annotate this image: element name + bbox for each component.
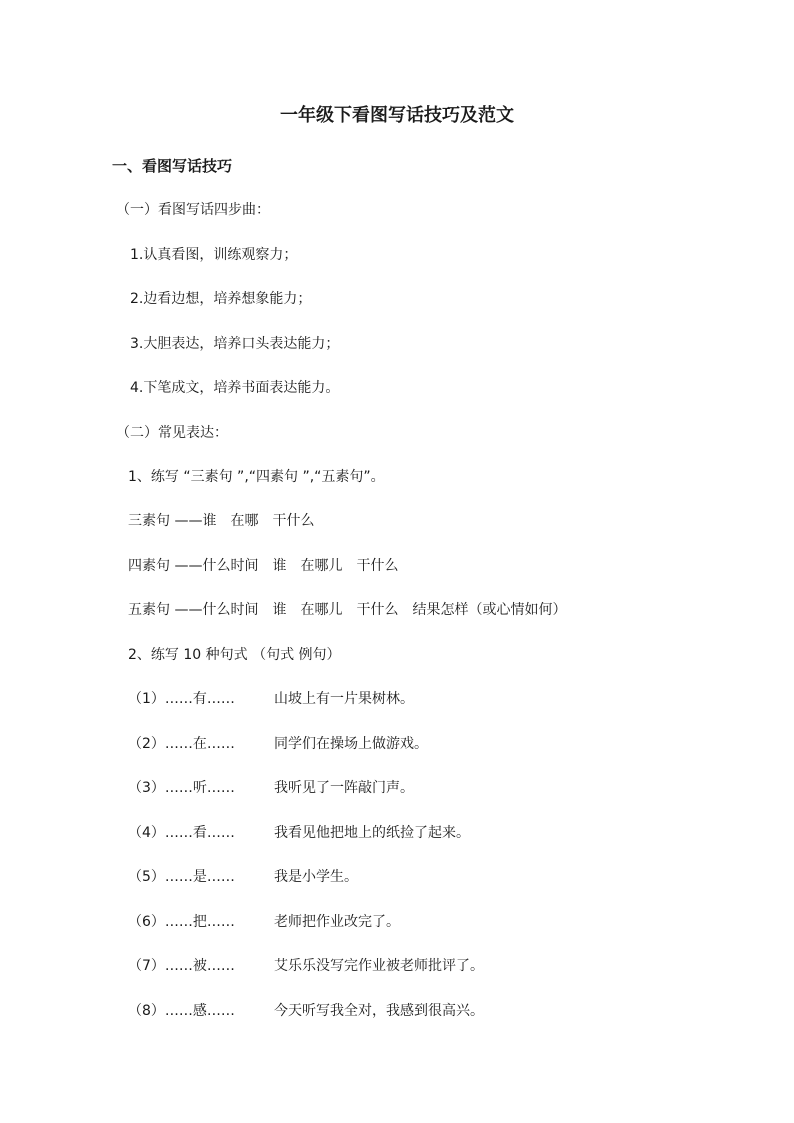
element-sentence-five: 五素句 ——什么时间 谁 在哪儿 干什么 结果怎样（或心情如何） xyxy=(128,602,567,618)
page-title: 一年级下看图写话技巧及范文 xyxy=(280,105,514,126)
section-heading-techniques: 一、看图写话技巧 xyxy=(112,157,233,175)
pattern-row xyxy=(128,1001,484,1021)
pattern-example: 我是小学生。 xyxy=(274,869,358,885)
subheading-common-expressions: （二）常见表达： xyxy=(116,425,228,441)
pattern-row xyxy=(128,867,358,887)
pattern-label: （6）……把…… xyxy=(128,914,235,930)
pattern-label: （2）……在…… xyxy=(128,736,235,752)
pattern-row xyxy=(128,956,484,976)
element-sentence-four: 四素句 ——什么时间 谁 在哪儿 干什么 xyxy=(128,558,399,574)
pattern-example: 同学们在操场上做游戏。 xyxy=(274,736,428,752)
pattern-example: 我看见他把地上的纸捡了起来。 xyxy=(274,825,470,841)
pattern-row xyxy=(128,778,414,798)
step-item: 2.边看边想，培养想象能力； xyxy=(130,291,312,307)
pattern-label: （3）……听…… xyxy=(128,780,235,796)
pattern-label: （5）……是…… xyxy=(128,869,235,885)
element-sentence-three: 三素句 ——谁 在哪 干什么 xyxy=(128,513,315,529)
pattern-example: 艾乐乐没写完作业被老师批评了。 xyxy=(274,958,484,974)
pattern-row xyxy=(128,912,400,932)
pattern-row xyxy=(128,823,470,843)
pattern-example: 老师把作业改完了。 xyxy=(274,914,400,930)
pattern-example: 今天听写我全对，我感到很高兴。 xyxy=(274,1003,484,1019)
step-item: 4.下笔成文，培养书面表达能力。 xyxy=(130,380,340,396)
pattern-label: （7）……被…… xyxy=(128,958,235,974)
step-item: 1.认真看图，训练观察力； xyxy=(130,247,298,263)
subheading-four-steps: （一）看图写话四步曲： xyxy=(116,202,270,218)
pattern-label: （4）……看…… xyxy=(128,825,235,841)
pattern-row xyxy=(128,734,428,754)
pattern-label: （1）……有…… xyxy=(128,691,235,707)
pattern-row xyxy=(128,689,414,709)
pattern-example: 我听见了一阵敲门声。 xyxy=(274,780,414,796)
pattern-label: （8）……感…… xyxy=(128,1003,235,1019)
step-item: 3.大胆表达，培养口头表达能力； xyxy=(130,336,340,352)
pattern-example: 山坡上有一片果树林。 xyxy=(274,691,414,707)
practice-sentence-patterns: 2、练写 10 种句式 （句式 例句） xyxy=(128,647,341,663)
practice-sentence-elements: 1、练写 “三素句 ”,“四素句 ”,“五素句”。 xyxy=(128,469,385,485)
